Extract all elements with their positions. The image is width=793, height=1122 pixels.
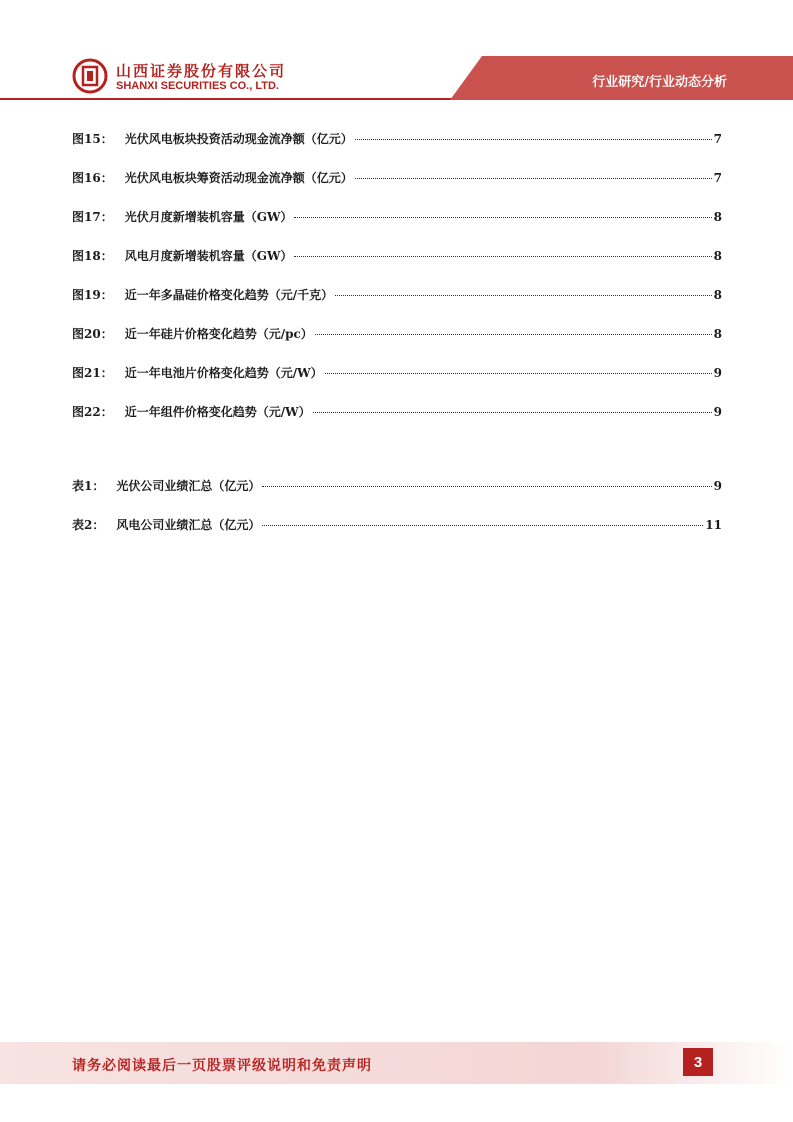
toc-label: 图20：: [72, 327, 113, 341]
toc-page-number: 9: [713, 366, 722, 380]
toc-title: 光伏公司业绩汇总（亿元）: [116, 479, 261, 493]
toc-label: 图22：: [72, 405, 113, 419]
dot-leader: [355, 138, 712, 140]
dot-leader: [355, 177, 712, 179]
toc-page-number: 9: [713, 479, 722, 493]
dot-leader: [315, 333, 712, 335]
toc-label: 图15：: [72, 132, 113, 146]
page-number: 3: [683, 1048, 713, 1076]
disclaimer-text: 请务必阅读最后一页股票评级说明和免责声明: [72, 1058, 372, 1074]
toc-label: 图16：: [72, 171, 113, 185]
toc-page-number: 8: [713, 288, 722, 302]
toc-label: 图17：: [72, 210, 113, 224]
dot-leader: [335, 294, 712, 296]
toc-label: 图21：: [72, 366, 113, 380]
toc-label: 图18：: [72, 249, 113, 263]
dot-leader: [262, 485, 711, 487]
toc-title: 光伏风电板块筹资活动现金流净额（亿元）: [124, 171, 353, 185]
toc-title: 光伏月度新增装机容量（GW）: [124, 210, 293, 224]
toc-title: 风电月度新增装机容量（GW）: [124, 249, 293, 263]
dot-leader: [294, 216, 711, 218]
toc-label: 图19：: [72, 288, 113, 302]
toc-figure-entry[interactable]: [72, 130, 722, 150]
toc-label: 表1：: [72, 479, 105, 493]
toc-figure-entry[interactable]: [72, 286, 722, 306]
toc-title: 近一年硅片价格变化趋势（元/pc）: [124, 327, 313, 341]
toc-page-number: 8: [713, 249, 722, 263]
dot-leader: [313, 411, 712, 413]
toc-figure-entry[interactable]: [72, 364, 722, 384]
dot-leader: [294, 255, 711, 257]
toc-title: 光伏风电板块投资活动现金流净额（亿元）: [124, 132, 353, 146]
dot-leader: [262, 524, 703, 526]
dot-leader: [325, 372, 712, 374]
toc-page-number: 7: [713, 132, 722, 146]
toc-title: 近一年组件价格变化趋势（元/W）: [124, 405, 311, 419]
toc-label: 表2：: [72, 518, 105, 532]
toc-page-number: 8: [713, 210, 722, 224]
toc-page-number: 9: [713, 405, 722, 419]
toc-title: 近一年多晶硅价格变化趋势（元/千克）: [124, 288, 334, 302]
toc-page-number: 7: [713, 171, 722, 185]
company-name-cn: 山西证券股份有限公司: [116, 62, 287, 80]
report-type-label: 行业研究/行业动态分析: [592, 75, 727, 90]
toc-table-entry[interactable]: [72, 516, 722, 536]
toc-figure-entry[interactable]: [72, 169, 722, 189]
toc-figure-entry[interactable]: [72, 325, 722, 345]
toc-figure-entry[interactable]: [72, 208, 722, 228]
page-header: [0, 0, 793, 105]
toc-table-entry[interactable]: [72, 477, 722, 497]
toc-figure-entry[interactable]: [72, 403, 722, 423]
toc-title: 近一年电池片价格变化趋势（元/W）: [124, 366, 323, 380]
toc-figure-entry[interactable]: [72, 247, 722, 267]
company-name-en: SHANXI SECURITIES CO., LTD.: [116, 80, 279, 92]
toc-title: 风电公司业绩汇总（亿元）: [116, 518, 261, 532]
toc-page-number: 11: [705, 518, 722, 532]
toc-page-number: 8: [713, 327, 722, 341]
